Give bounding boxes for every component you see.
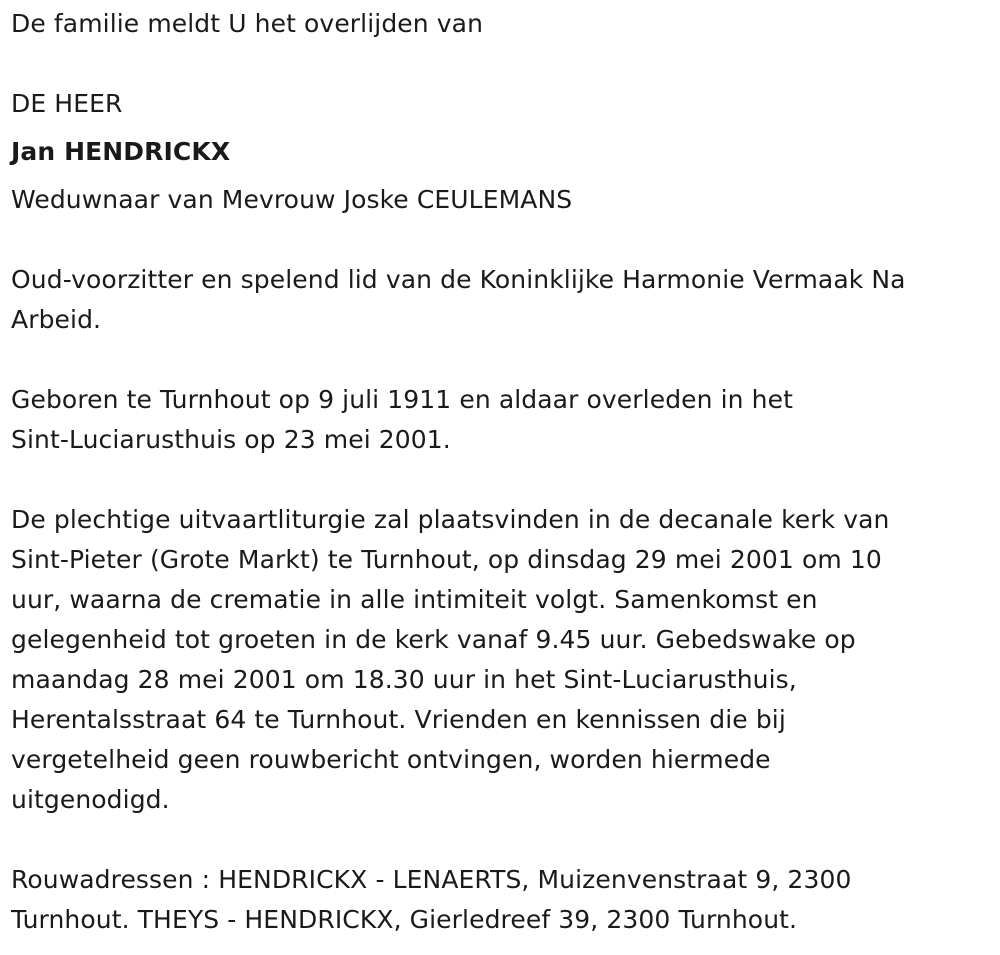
text-line: De plechtige uitvaartliturgie zal plaatsvinden in de decanale kerk van (11, 505, 890, 534)
birth-death-paragraph (11, 380, 986, 460)
text-line: vergetelheid geen rouwbericht ontvingen, worden hiermede (11, 745, 771, 774)
text-line: maandag 28 mei 2001 om 18.30 uur in het Sint-Luciarusthuis, (11, 665, 797, 694)
spacer (11, 44, 986, 84)
text-line: Oud-voorzitter en spelend lid van de Koninklijke Harmonie Vermaak Na (11, 265, 906, 294)
deceased-name: Jan HENDRICKX (11, 137, 231, 166)
address-paragraph (11, 860, 986, 940)
spacer (11, 460, 986, 500)
funeral-paragraph (11, 500, 986, 820)
text-line: Turnhout. THEYS - HENDRICKX, Gierledreef 39, 2300 Turnhout. (11, 905, 798, 934)
text-line: Herentalsstraat 64 te Turnhout. Vrienden en kennissen die bij (11, 705, 786, 734)
spacer (11, 820, 986, 860)
text-line: gelegenheid tot groeten in de kerk vanaf 9.45 uur. Gebedswake op (11, 625, 856, 654)
text-line: Sint-Luciarusthuis op 23 mei 2001. (11, 425, 451, 454)
text-line: Sint-Pieter (Grote Markt) te Turnhout, op dinsdag 29 mei 2001 om 10 (11, 545, 882, 574)
intro-text: De familie meldt U het overlijden van (11, 9, 484, 38)
text-line: Geboren te Turnhout op 9 juli 1911 en aldaar overleden in het (11, 385, 794, 414)
text-line: Rouwadressen : HENDRICKX - LENAERTS, Muizenvenstraat 9, 2300 (11, 865, 852, 894)
text-line: uur, waarna de crematie in alle intimiteit volgt. Samenkomst en (11, 585, 818, 614)
function-paragraph (11, 260, 986, 340)
honorific-title: DE HEER (11, 89, 123, 118)
text-line: Arbeid. (11, 305, 102, 334)
spacer (11, 340, 986, 380)
obituary-notice (11, 4, 986, 940)
text-line: uitgenodigd. (11, 785, 170, 814)
widower-text: Weduwnaar van Mevrouw Joske CEULEMANS (11, 185, 573, 214)
spacer (11, 220, 986, 260)
